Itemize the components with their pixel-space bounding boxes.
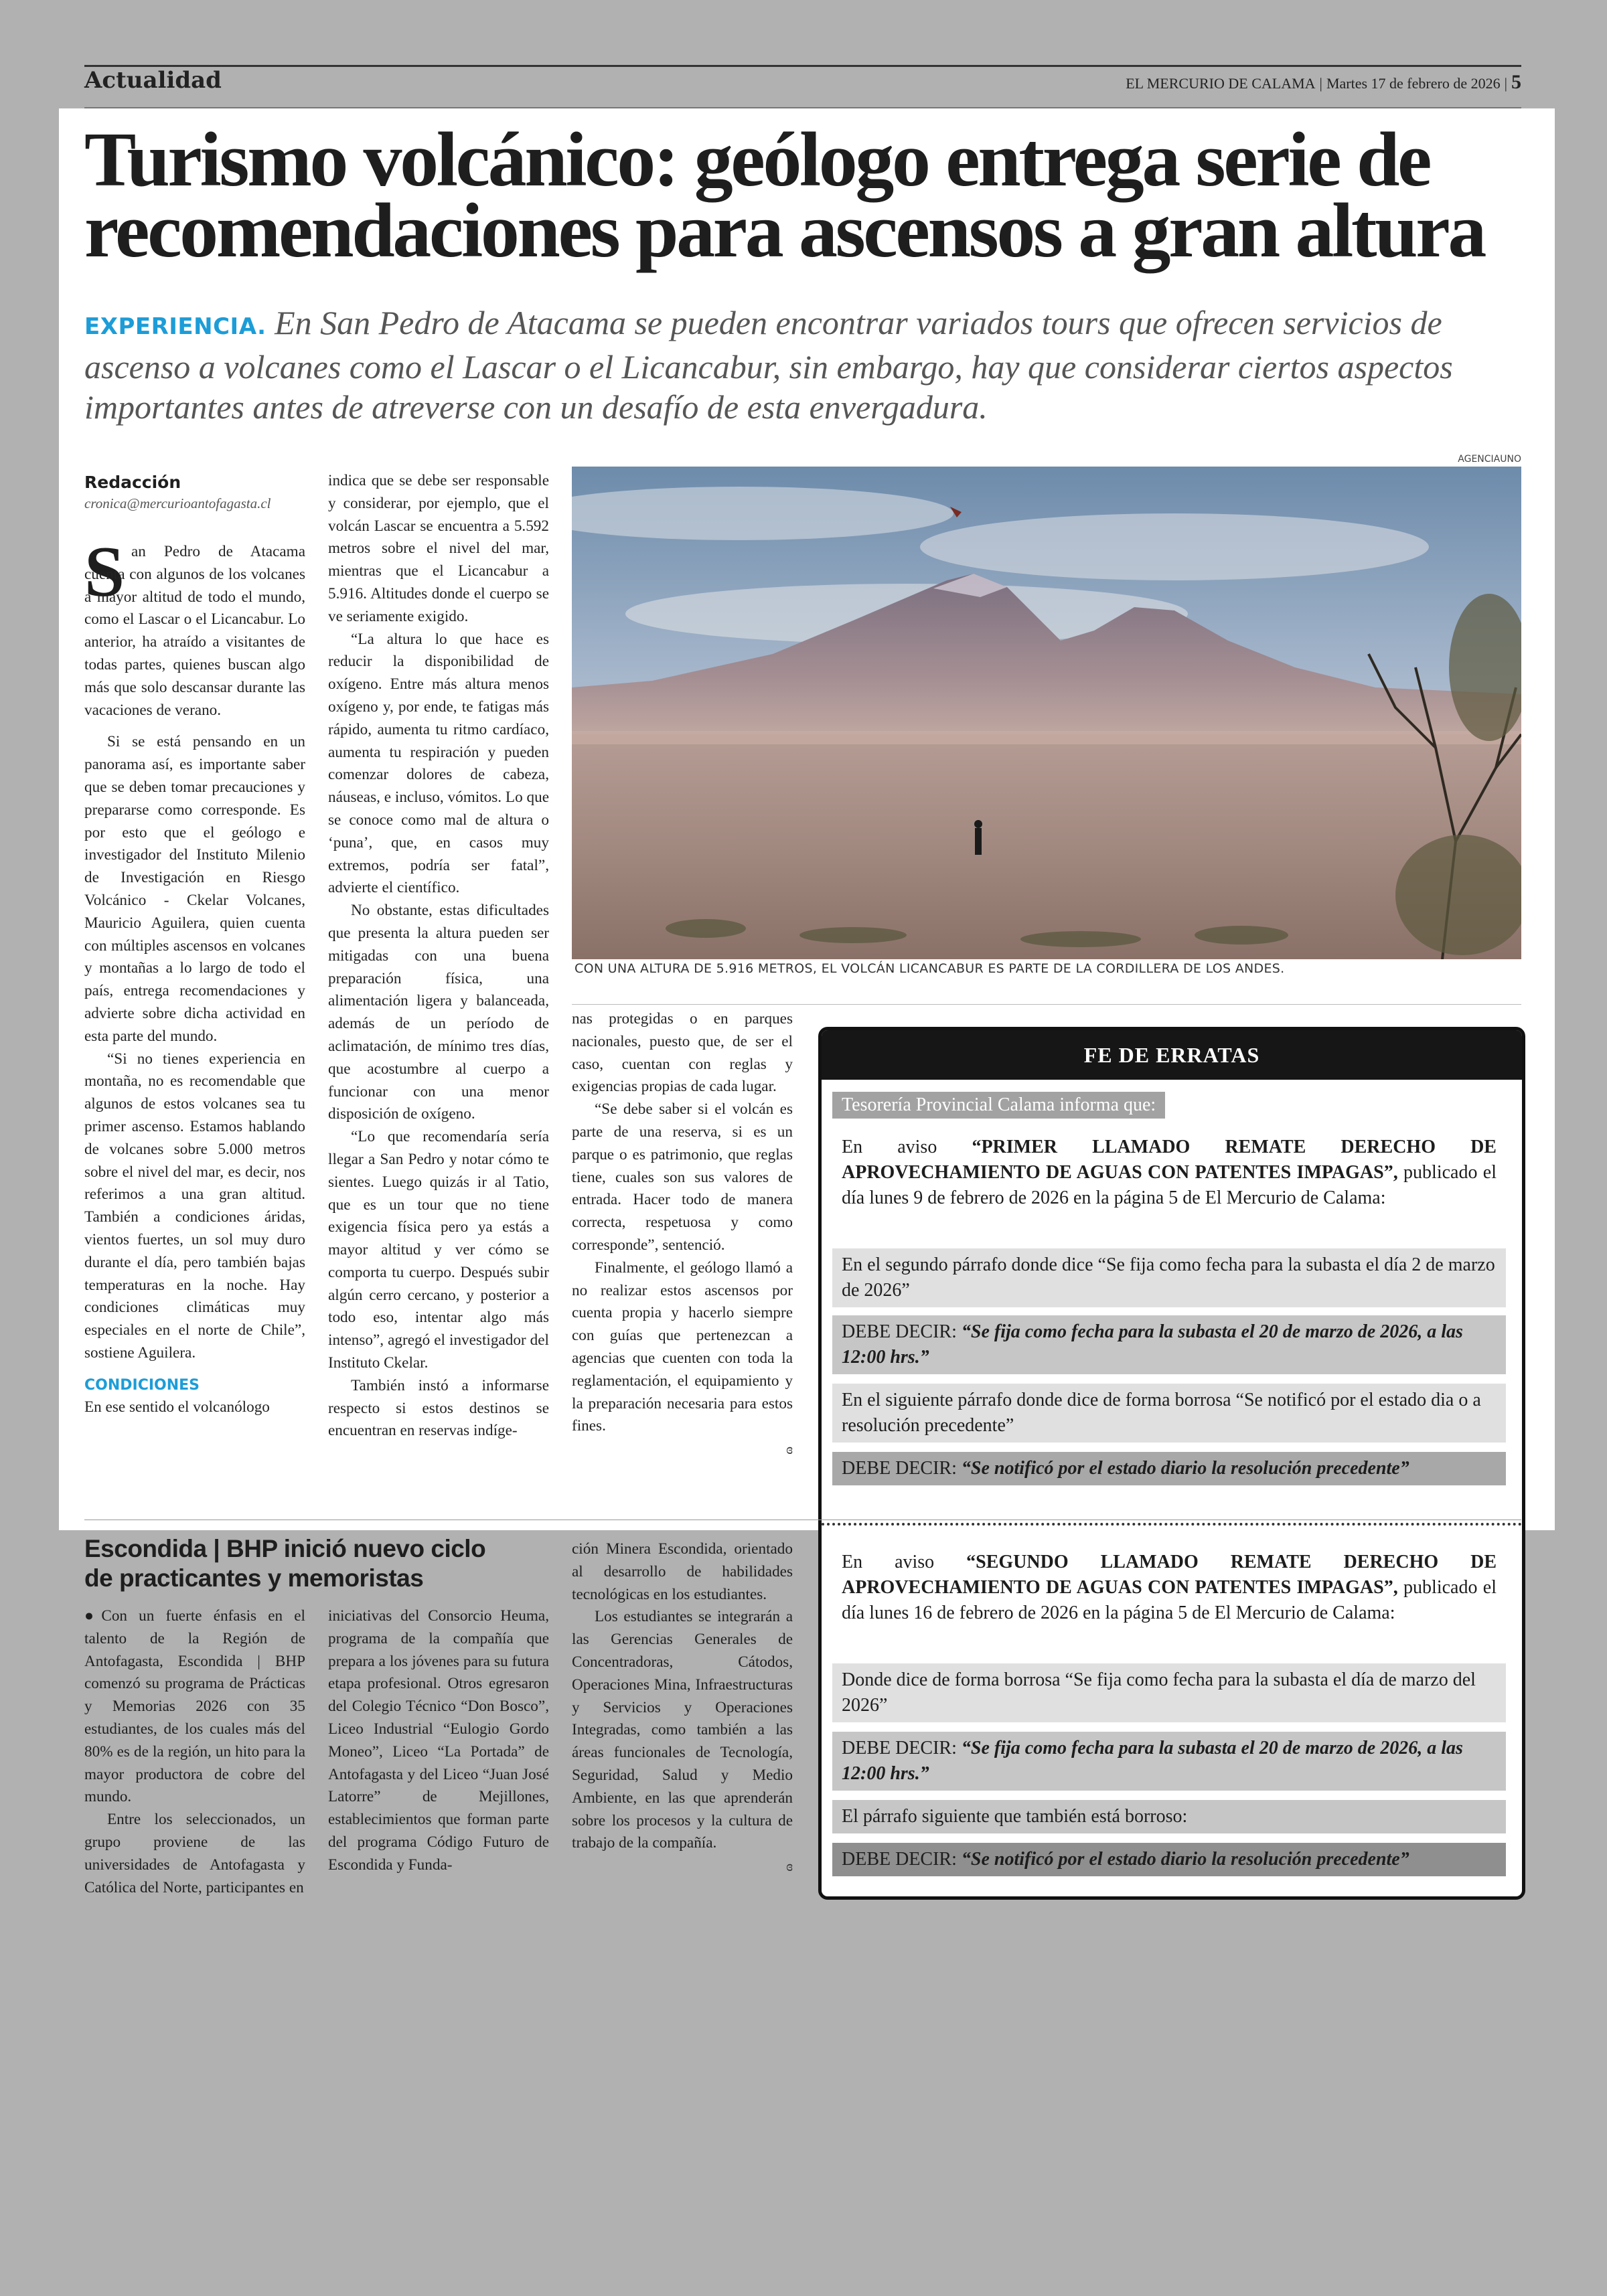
correction-4 (832, 1452, 1506, 1485)
aviso-2-title: “SEGUNDO LLAMADO REMATE DERECHO DE APROVECHAMIENTO DE AGUAS CON PATENTES IMPAGAS”, (842, 1552, 1497, 1598)
correction-3: En el siguiente párrafo donde dice de forma borrosa “Se notificó por el estado dia o a resolución precedente” (832, 1384, 1506, 1443)
erratas-title: FE DE ERRATAS (822, 1030, 1522, 1080)
brief-column-2 (328, 1605, 549, 1877)
col2-paragraph: “Lo que recomendaría sería llegar a San Pedro y notar cómo te sientes. Luego quizás ir al Tatio, que es un tour que no tiene exigencia física pero ya estás a mayor altitud y ver cómo se comporta tu cuerpo. Después subir algún cerro cercano, y posterior a todo eso, intentar algo más intenso”, agregó el investigador del Instituto Ckelar. (328, 1128, 549, 1372)
byline: Redacción (84, 473, 181, 492)
correction-1: En el segundo párrafo donde dice “Se fija como fecha para la subasta el día 2 de marzo de 2026” (832, 1248, 1506, 1307)
debe-decir-label: DEBE DECIR: (842, 1458, 957, 1479)
debe-decir-label: DEBE DECIR: (842, 1321, 957, 1342)
page-number: 5 (1511, 71, 1521, 93)
issue-date: Martes 17 de febrero de 2026 (1326, 75, 1501, 92)
deck-kicker: EXPERIENCIA. (84, 313, 266, 340)
col2-paragraph: “La altura lo que hace es reducir la disponibilidad de oxígeno. Entre más altura menos oxígeno y, por ende, te fatigas más rápido, aumenta tu ritmo cardíaco, aumenta tu respiración y pueden comenzar dolores de cabeza, náuseas, e incluso, vómitos. Lo que se conoce como mal de altura o ‘puna’, que, en casos muy extremos, podría ser fatal”, advierte el científico. (328, 630, 549, 897)
brief-paragraph: Entre los seleccionados, un grupo proviene de las universidades de Antofagasta y Católica del Norte, participantes en (84, 1811, 305, 1896)
aviso-1-pre: En aviso (842, 1137, 937, 1157)
aviso-1-title: “PRIMER LLAMADO REMATE DERECHO DE APROVECHAMIENTO DE AGUAS CON PATENTES IMPAGAS”, (842, 1137, 1497, 1183)
debe-decir-text: “Se notificó por el estado diario la resolución precedente” (961, 1849, 1409, 1870)
col1-paragraph: Si se está pensando en un panorama así, es importante saber que se deben tomar precauciones y prepararse como corresponde. Es por esto que el geólogo e investigador del Instituto Milenio de Investigación en Riesgo Volcánico - Ckelar Volcanes, Mauricio Aguilera, quien cuenta con múltiples ascensos en volcanes y montañas a lo largo de todo el país, entrega recomendaciones y advierte sobre dicha actividad en esta parte del mundo. (84, 733, 305, 1045)
headline (84, 117, 1531, 274)
correction-5: Donde dice de forma borrosa “Se fija como fecha para la subasta el día de marzo del 2026” (832, 1663, 1506, 1722)
col1-paragraph: En ese sentido el volcanólogo (84, 1398, 270, 1416)
brief-paragraph: iniciativas del Consorcio Heuma, programa de la compañía que prepara a los jóvenes para su futura etapa profesional. Otros egresaron del Colegio Técnico “Don Bosco”, Liceo Industrial “Eulogio Gordo Moneo”, Liceo “La Portada” de Antofagasta y del Liceo “Juan José Latorre” de Mejillones, establecimientos que forman parte del programa Código Futuro de Escondida y Funda- (328, 1607, 549, 1874)
col2-paragraph: indica que se debe ser responsable y considerar, por ejemplo, que el volcán Lascar se encuentra a 5.592 metros sobre el nivel del mar, mientras que el Licancabur a 5.916. Altitudes donde el cuerpo se ve seriamente exigido. (328, 472, 549, 625)
photo-caption: CON UNA ALTURA DE 5.916 METROS, EL VOLCÁN LICANCABUR ES PARTE DE LA CORDILLERA DE LOS ANDES. (575, 961, 1285, 976)
fe-de-erratas-box (818, 1027, 1525, 1900)
correction-2 (832, 1315, 1506, 1374)
debe-decir-text: “Se fija como fecha para la subasta el 20 de marzo de 2026, a las 12:00 hrs.” (842, 1321, 1463, 1368)
drop-cap: S (84, 532, 125, 612)
photo-credit: AGENCIAUNO (1458, 454, 1521, 465)
erratas-tab: Tesorería Provincial Calama informa que: (832, 1092, 1165, 1119)
col3-paragraph: nas protegidas o en parques nacionales, puesto que, de ser el caso, cuentan con reglas y exigencias propias de cada lugar. (572, 1010, 793, 1096)
headline-line-2: recomendaciones para ascensos a gran altura (84, 188, 1484, 274)
subhead-condiciones: CONDICIONES (84, 1376, 200, 1394)
brief-column-1 (84, 1605, 305, 1899)
caption-rule (572, 1004, 1521, 1005)
col1-paragraph: an Pedro de Atacama cuenta con algunos de los volcanes a mayor altitud de todo el mundo, como el Lascar o el Licancabur. Lo anterior, ha atraído a visitantes de todas partes, quienes buscan algo más que solo descansar durante las vacaciones de verano. (84, 543, 305, 719)
col2-paragraph: No obstante, estas dificultades que presenta la altura pueden ser mitigadas con una buena preparación física, una alimentación ligera y balanceada, además de un período de aclimatación, de mínimo tres días, que acostumbre al cuerpo a funcionar con una menor disposición de oxígeno. (328, 902, 549, 1123)
headline-line-1: Turismo volcánico: geólogo entrega serie de (84, 117, 1430, 203)
deck (84, 303, 1517, 427)
debe-decir-text: “Se fija como fecha para la subasta el 20 de marzo de 2026, a las 12:00 hrs.” (842, 1738, 1463, 1784)
col3-paragraph: Finalmente, el geólogo llamó a no realizar estos ascensos por cuenta propia y hacerlo siempre con guías que pertenezcan a agencias que cuenten con toda la reglamentación, el equipamiento y la preparación necesaria para estos fines. (572, 1258, 793, 1435)
volcano-photo (572, 467, 1521, 959)
aviso-2-pre: En aviso (842, 1552, 935, 1572)
brief-column-3 (572, 1538, 793, 1878)
paper-name: EL MERCURIO DE CALAMA (1126, 75, 1316, 92)
brief-end-mark: ɞ (786, 1858, 793, 1875)
col3-paragraph: “Se debe saber si el volcán es parte de una reserva, si es un parque o es patrimonio, que reglas tiene, cuales son sus valores de entrada. Hacer todo de manera correcta, respetuosa y como corresponde”, sentenció. (572, 1100, 793, 1254)
end-mark: ɞ (786, 1441, 793, 1458)
deck-text: En San Pedro de Atacama se pueden encontrar variados tours que ofrecen servicios de ascenso a volcanes como el Lascar o el Licancabur, sin embargo, hay que considerar ciertos aspectos importantes antes de atreverse con un desafío de esta envergadura. (84, 304, 1453, 426)
debe-decir-text: “Se notificó por el estado diario la resolución precedente” (961, 1458, 1409, 1479)
debe-decir-label: DEBE DECIR: (842, 1738, 957, 1758)
header-rule (84, 65, 1521, 67)
brief-paragraph: ción Minera Escondida, orientado al desarrollo de habilidades tecnológicas en los estudiantes. (572, 1540, 793, 1603)
col2-paragraph: También instó a informarse respecto si estos destinos se encuentran en reservas indíge- (328, 1376, 549, 1440)
col1-paragraph: “Si no tienes experiencia en montaña, no es recomendable que algunos de estos volcanes sea tu primer ascenso. Estamos hablando de volcanes sobre 5.000 metros sobre el nivel del mar, es decir, nos referimos a una gran altitud. También a condiciones áridas, vientos fuertes, un sol muy duro durante el día, pero también bajas temperaturas en la noche. Hay condiciones climáticas muy especiales en el norte de Chile”, sostiene Aguilera. (84, 1050, 305, 1362)
article-column-3 (572, 1008, 793, 1461)
aviso-2-post: publicado el día lunes 16 de febrero de 2026 en la página 5 de El Mercurio de Calama: (842, 1577, 1497, 1623)
correction-6 (832, 1732, 1506, 1791)
article-column-1-body (84, 532, 305, 1419)
aviso-1 (832, 1131, 1506, 1215)
brief-paragraph: ●Con un fuerte énfasis en el talento de la Región de Antofagasta, Escondida | BHP comenzó su programa de Prácticas y Memorias 2026 con 35 estudiantes, de los cuales más del 80% es de la región, un hito para la mayor productora de cobre del mundo. (84, 1607, 305, 1806)
correction-8 (832, 1843, 1506, 1876)
debe-decir-label: DEBE DECIR: (842, 1849, 957, 1870)
erratas-dotted-divider (822, 1523, 1522, 1526)
byline-email[interactable]: cronica@mercurioantofagasta.cl (84, 495, 271, 511)
brief-headline: Escondida | BHP inició nuevo ciclo de practicantes y memoristas (84, 1535, 486, 1592)
aviso-1-post: publicado el día lunes 9 de febrero de 2026 en la página 5 de El Mercurio de Calama: (842, 1162, 1497, 1208)
masthead: EL MERCURIO DE CALAMA | Martes 17 de febrero de 2026 | 5 (1126, 71, 1521, 93)
licancabur-landscape-image (572, 467, 1521, 959)
correction-7: El párrafo siguiente que también está borroso: (832, 1800, 1506, 1833)
section-label: Actualidad (84, 67, 222, 94)
article-column-2 (328, 470, 549, 1443)
brief-paragraph: Los estudiantes se integrarán a las Gerencias Generales de Concentradoras, Cátodos, Operaciones Mina, Infraestructuras y Servicios y Operaciones Integradas, como también a las áreas funcionales de Tecnología, Seguridad, Salud y Medio Ambiente, en las que aprenderán sobre los procesos y la cultura de trabajo de la compañía. (572, 1608, 793, 1852)
header-bottom-rule (84, 107, 1521, 108)
aviso-2 (832, 1546, 1506, 1630)
